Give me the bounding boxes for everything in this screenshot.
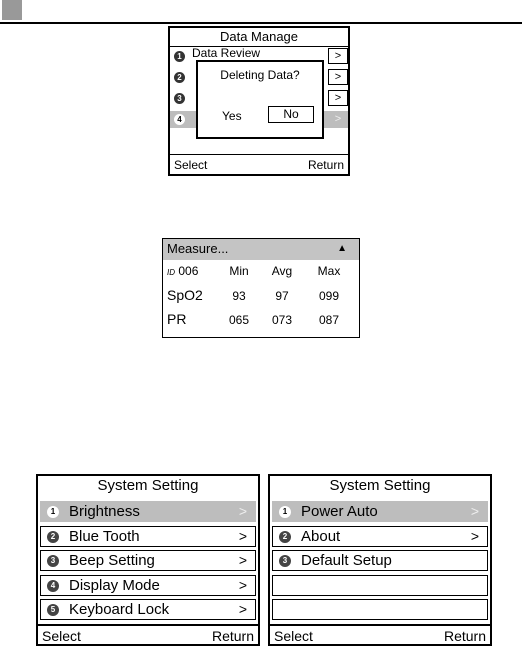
number-3-icon: 3 — [279, 555, 291, 567]
number-5-icon: 5 — [47, 604, 59, 616]
footer-divider — [170, 154, 348, 155]
number-2-icon: 2 — [279, 531, 291, 543]
menu-item-about[interactable] — [272, 526, 488, 547]
yes-button[interactable]: Yes — [222, 109, 242, 123]
patient-id — [167, 264, 198, 278]
menu-item-label: Beep Setting — [69, 552, 155, 569]
number-2-icon: 2 — [174, 72, 185, 83]
measure-screen — [162, 238, 360, 338]
measure-title: Measure... — [167, 241, 229, 256]
menu-item-blue-tooth[interactable] — [40, 526, 256, 547]
softkey-bar — [38, 624, 258, 646]
number-3-icon: 3 — [174, 93, 185, 104]
pr-min: 065 — [228, 313, 250, 327]
pr-label: PR — [167, 311, 187, 327]
system-setting-screen-2 — [268, 474, 492, 646]
data-manage-screen — [168, 26, 350, 176]
measure-header — [163, 239, 359, 260]
number-2-icon: 2 — [47, 531, 59, 543]
spo2-min: 93 — [232, 289, 246, 303]
menu-item-power-auto[interactable] — [272, 501, 488, 522]
header-rule — [0, 22, 522, 24]
chevron-right-icon: > — [238, 552, 247, 568]
chevron-right-icon: > — [328, 69, 348, 85]
bell-icon: ▲ — [337, 243, 347, 254]
header-avg: Avg — [271, 264, 293, 278]
chevron-right-icon: > — [328, 111, 348, 127]
header-tab — [2, 0, 22, 20]
select-softkey[interactable]: Select — [174, 158, 208, 172]
chevron-right-icon: > — [238, 577, 247, 593]
id-value: 006 — [178, 264, 199, 278]
menu-item-label: About — [301, 528, 341, 545]
return-softkey[interactable]: Return — [443, 628, 486, 644]
menu-item-label: Keyboard Lock — [69, 601, 170, 618]
menu-item-label: Power Auto — [301, 503, 378, 520]
number-1-icon: 1 — [279, 506, 291, 518]
menu-item-beep-setting[interactable] — [40, 550, 256, 571]
menu-item-label: Blue Tooth — [69, 528, 140, 545]
screen-title: System Setting — [329, 477, 431, 494]
dialog-question: Deleting Data? — [220, 68, 300, 82]
number-3-icon: 3 — [47, 555, 59, 567]
spo2-label: SpO2 — [167, 287, 203, 303]
menu-item-label: Default Setup — [301, 552, 392, 569]
chevron-right-icon: > — [238, 503, 247, 519]
spo2-avg: 97 — [275, 289, 289, 303]
no-button[interactable]: No — [268, 106, 314, 123]
menu-item-label: Display Mode — [69, 577, 160, 594]
pr-avg: 073 — [271, 313, 293, 327]
chevron-right-icon: > — [328, 90, 348, 106]
screen-title: System Setting — [97, 477, 199, 494]
softkey-bar — [270, 624, 490, 646]
header-min: Min — [229, 264, 249, 278]
menu-item-brightness[interactable] — [40, 501, 256, 522]
number-4-icon: 4 — [47, 580, 59, 592]
menu-item-default-setup[interactable] — [272, 550, 488, 571]
menu-item-label: Data Review — [192, 46, 261, 60]
system-setting-screen-1 — [36, 474, 260, 646]
delete-confirm-dialog — [196, 60, 324, 139]
chevron-right-icon: > — [238, 601, 247, 617]
chevron-right-icon: > — [238, 528, 247, 544]
menu-item-keyboard-lock[interactable] — [40, 599, 256, 620]
menu-item-label: Brightness — [69, 503, 140, 520]
number-4-icon: 4 — [174, 114, 185, 125]
menu-item-display-mode[interactable] — [40, 575, 256, 596]
chevron-right-icon: > — [328, 48, 348, 64]
id-prefix: ID — [167, 268, 175, 277]
chevron-right-icon: > — [470, 528, 479, 544]
header-max: Max — [317, 264, 341, 278]
select-softkey[interactable]: Select — [42, 628, 81, 644]
chevron-right-icon: > — [470, 503, 479, 519]
menu-item-empty — [272, 575, 488, 596]
menu-item-empty — [272, 599, 488, 620]
number-1-icon: 1 — [174, 51, 185, 62]
return-softkey[interactable]: Return — [307, 158, 344, 172]
number-1-icon: 1 — [47, 506, 59, 518]
return-softkey[interactable]: Return — [211, 628, 254, 644]
spo2-max: 099 — [318, 289, 340, 303]
pr-max: 087 — [318, 313, 340, 327]
screen-title: Data Manage — [219, 29, 299, 44]
select-softkey[interactable]: Select — [274, 628, 313, 644]
